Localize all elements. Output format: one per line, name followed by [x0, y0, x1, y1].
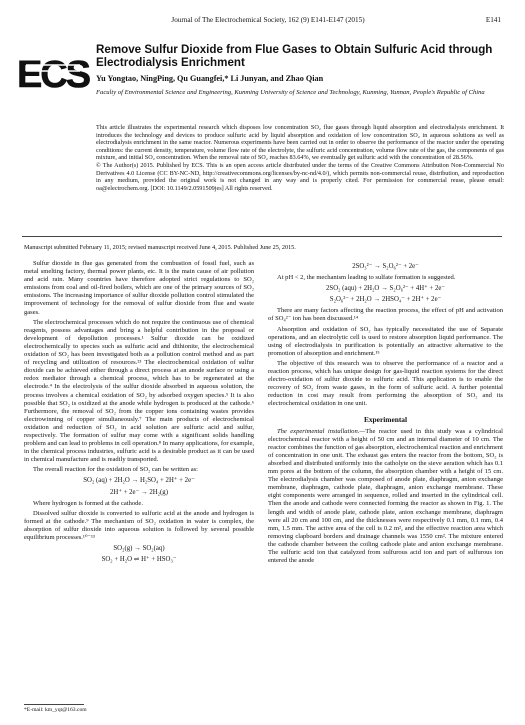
- abstract: [96, 124, 504, 192]
- abstract-body: This article illustrates the experimental research which disposes low concentration SO₂ flue gases through liquid absorption and electrodialysis enrichment. It introduces the technology and devices to produce sulfuric acid by liquid absorption and oxidation of low concentration SO₂ in aqueous solutions as well as electrodialysis enrichment in the same reactor. Numerous experiments have been carried out in order to observe the performance of the reactor under the operating conditions: the current density, temperature, volume flow rate of the electrolyte, the sulfuric acid concentration, volume flow rate of the gas, the components of gas mixture, and initial SO₂ concentration. When the removal rate of SO₂ reaches 83.64%, we eventually get sulfuric acid with the concentration of 28.56%.: [96, 124, 504, 162]
- body-paragraph-1: At pH < 2, the mechanism leading to sulfate formation is suggested.: [277, 274, 456, 282]
- footnote-rule: [24, 704, 84, 705]
- body-paragraph-3: Absorption and oxidation of SO₂ has typically necessitated the use of Separate operations, and an electrolytic cell is used to restore absorption liquid performance. The using of electrodialysis in purification is potentially an attractive alternative to the promotion of absorption and enrichment.¹⁵: [268, 325, 503, 357]
- experimental-paragraph: [268, 428, 503, 566]
- intro-paragraph-4: Where hydrogen is formed at the cathode.: [33, 499, 143, 507]
- page-number: E141: [485, 16, 501, 24]
- article-title: Remove Sulfur Dioxide from Flue Gases to Obtain Sulfuric Acid through Electrodialysis Enrichment: [96, 43, 493, 69]
- equation-6: 2SO₂ (aqu) + 2H₂O → S₂O₆²⁻ + 4H⁺ + 2e⁻: [326, 285, 445, 293]
- equation-1: SO₂ (aq) + 2H₂O → H₂SO₄ + 2H⁺ + 2e⁻: [83, 477, 195, 485]
- equation-5: 2SO₃²⁻ → S₂O₆²⁻ + 2e⁻: [352, 263, 419, 270]
- journal-citation: Journal of The Electrochemical Society, 162 (9) E141-E147 (2015): [171, 16, 365, 24]
- body-paragraph-4: The objective of this research was to observe the performance of a reactor and a reaction process, which has unique design for gas-liquid reaction systems for the direct electro-oxidation of sulfur dioxide to sulfuric acid. This application is to enable the recovery of SO₂ from waste gases, in the form of sulfuric acid. A further potential reduction in cost may result from performing the absorption of SO₂ and its electrochemical oxidation in one unit.: [268, 359, 503, 408]
- equation-7: S₂O₆²⁻ + 2H₂O → 2HSO₄⁻ + 2H⁺ + 2e⁻: [329, 296, 442, 304]
- right-column: [268, 260, 503, 567]
- footnote-email: *E-mail: km_yqt@163.com: [24, 707, 87, 713]
- intro-paragraph-1: Sulfur dioxide in flue gas generated from the combustion of fossil fuel, such as metal smelting factory, thermal power plants, etc. It is the main cause of air pollution and acid rain. Many countries have therefore adopted strict regulations to SO₂ emissions from coal and oil-fired boilers, which are one of the primary sources of SO₂ emissions. The increasing importance of sulfur dioxide pollution control stimulated the improvement of technology for the removal of sulfur dioxide from flue and waste gases.: [24, 260, 254, 316]
- divider: [22, 236, 502, 237]
- intro-paragraph-3: The overall reaction for the oxidation of SO₂ can be written as:: [33, 466, 198, 474]
- body-paragraph-2: There are many factors affecting the reaction process, the effect of pH and activation of SO₄²⁻ ion has been discussed.¹⁴: [268, 307, 503, 323]
- equation-2: 2H⁺ + 2e⁻ → 2H₂(g): [110, 488, 168, 496]
- equation-3: SO₂(g) → SO₂(aq): [113, 545, 165, 553]
- experimental-text: The reactor used in this study was a cylindrical electrochemical reactor with a height of 50 cm and an internal diameter of 10 cm. The reactor combines the function of gas absorption, electrochemical reaction and enrichment of concentration in one unit. The exhaust gas enters the reactor from the bottom, SO₂ is absorbed and distributed uniformly into the catholyte on the sieve aeration which has 0.1 mm pores at the bottom of the column, the absorption chamber with a height of 15 cm. The electrodialysis chamber was composed of anode plate, diaphragm, anion exchange membrane, diaphragm, cathode plate, diaphragm, anion exchange membrane. These eight components were arranged in sequence, rolled and inserted in the cylindrical cell. Then the anode and cathode were connected forming the reactor as shown in Fig. 1. The length and width of anode plate, cathode plate, anion exchange membrane, diaphragm were all 20 cm and 100 cm, and the thicknesses were respectively 0.1 mm, 0.1 mm, 0.4 mm, 1.5 mm. The active area of the cell is 0.2 m², and the effective reaction area which removing clapboard borders and drainage channels was 1550 cm². The mixture entered the cathode chamber between the coiling cathode plate and anion exchange membrane. The sulfuric acid ion that catalyzed from sulfurous acid ion and part of sulfurous ion entered the anode: [268, 427, 504, 565]
- svg-text:ECS: ECS: [16, 54, 90, 96]
- manuscript-dates: Manuscript submitted February 11, 2015; revised manuscript received June 4, 2015. Published June 25, 2015.: [24, 244, 296, 251]
- intro-paragraph-2: The electrochemical processes which do not require the continuous use of chemical reagents, possess advantages and bring a helpful contribution in the proposal or development of depollution processes.¹ Sulfur dioxide can be oxidized electrochemically to species such as sulfuric acid and dithionite, the electrochemical oxidation of SO₂ has been investigated both as a pollution control method and as part of recycling and utilization of resources.²³ The electrochemical oxidation of sulfur dioxide can be achieved either through a direct process at an anode surface or using a redox mediator through a chemical process, which has to be regenerated at the electrode.⁴ In the electrolysis of the sulfur dioxide absorbed in aqueous solution, the process involves a chemical oxidation of SO₂ by adsorbed oxygen species.⁵ It is also possible that SO₂ is oxidized at the anode while hydrogen is produced at the cathode.⁶ Furthermore, the removal of SO₂ from the copper ions containing wastes provides electrowinning of copper simultaneously.⁷ The main products of electrochemical oxidation and reduction of SO₂ in acid solution are sulfuric acid and sulfur, respectively. The formation of sulfur may come with a significant solids handling problem and can lead to problems in cell operation.⁸ In many applications, for example, in the chemical process industries, sulfuric acid is a desirable product as it can be used in chemical manufacture and is readily transported.: [24, 318, 254, 464]
- intro-paragraph-5: Dissolved sulfur dioxide is converted to sulfuric acid at the anode and hydrogen is formed at the cathode.⁹ The mechanism of SO₂ oxidation in water is complex, the absorption of sulfur dioxide into aqueous solution is followed by several possible equilibrium processes.¹⁰⁻¹³: [24, 509, 254, 541]
- copyright-notice: © The Author(s) 2015. Published by ECS. This is an open access article distributed under the terms of the Creative Commons Attribution Non-Commercial No Derivatives 4.0 License (CC BY-NC-ND, http://creativecommons.org/licenses/by-nc-nd/4.0/), which permits non-commercial reuse, distribution, and reproduction in any medium, provided the original work is not changed in any way and is properly cited. For permission for commercial reuse, please email: oa@electrochem.org. [DOI: 10.1149/2.0591509jes] All rights reserved.: [96, 161, 504, 192]
- equation-4: SO₂ + H₂O ⇌ H⁺ + HSO₃⁻: [101, 556, 177, 564]
- article-authors: Yu Yongtao, NingPing, Qu Guangfei,* Li Junyan, and Zhao Qian: [96, 74, 324, 83]
- subsection-lead: The experimental installation.—: [277, 427, 366, 435]
- running-header: [0, 16, 525, 30]
- author-affiliation: Faculty of Environmental Science and Engineering, Kunming University of Science and Technology, Kunming, Yunnan, People's Republic of China: [96, 89, 485, 96]
- left-column: [24, 260, 254, 567]
- ecs-logo: [16, 43, 90, 101]
- section-heading-experimental: Experimental: [363, 414, 408, 424]
